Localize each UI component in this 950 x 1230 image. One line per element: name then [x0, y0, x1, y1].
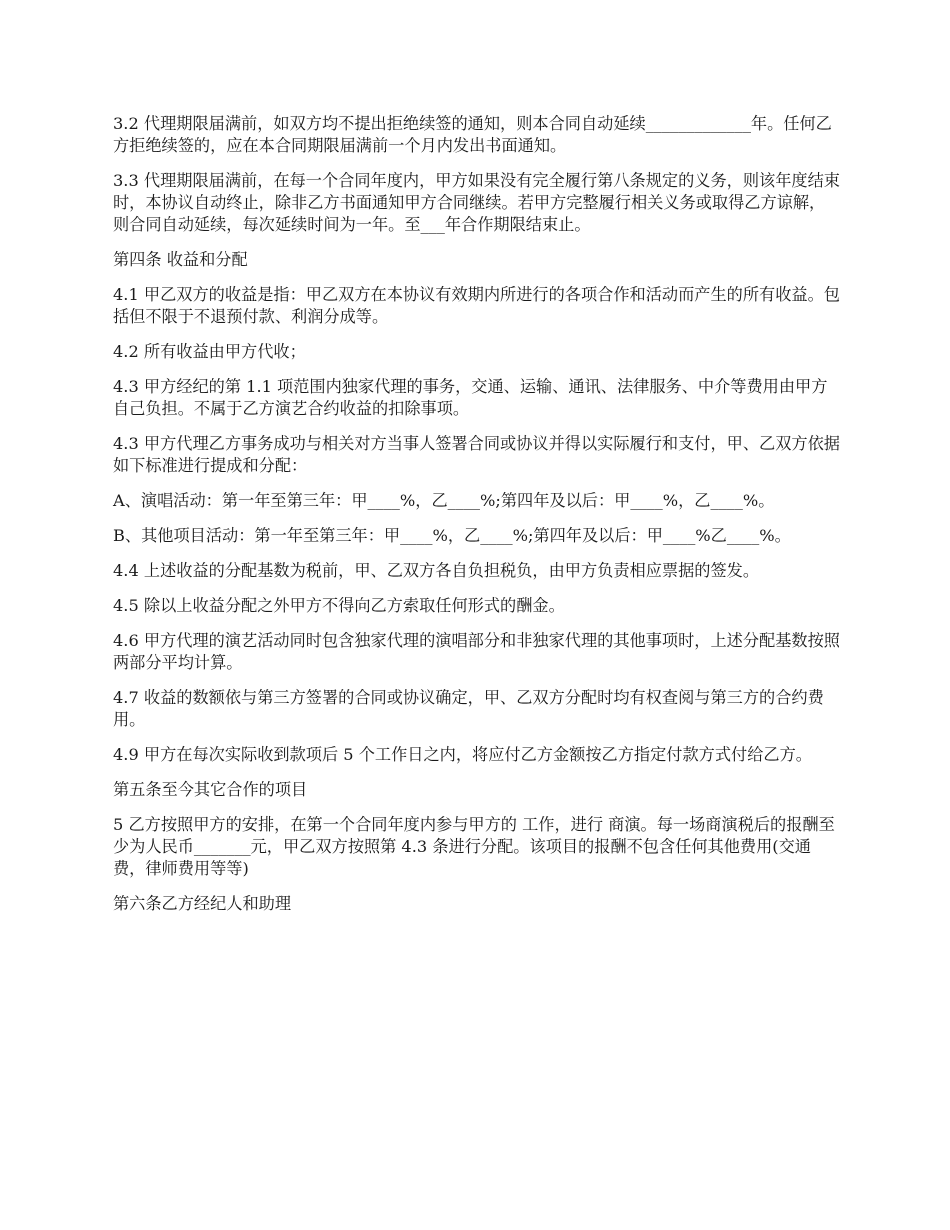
article-5-heading: 第五条至今其它合作的项目	[113, 780, 308, 799]
document-body	[113, 113, 841, 928]
clause-4-4: 4.4 上述收益的分配基数为税前，甲、乙双方各自负担税负，由甲方负责相应票据的签发。	[113, 561, 760, 580]
article-6-heading: 第六条乙方经纪人和助理	[113, 894, 292, 913]
clause-4-5: 4.5 除以上收益分配之外甲方不得向乙方索取任何形式的酬金。	[113, 596, 565, 615]
clause-5: 5 乙方按照甲方的安排，在第一个合同年度内参与甲方的 工作，进行 商演。每一场商演税后的报酬至少为人民币_______元，甲乙双方按照第 4.3 条进行分配。该项目的报酬不包含任何其他费用(交通费，律师费用等等)	[113, 815, 835, 878]
clause-4-9: 4.9 甲方在每次实际收到款项后 5 个工作日之内，将应付乙方金额按乙方指定付款方式付给乙方。	[113, 745, 812, 764]
clause-4-7: 4.7 收益的数额依与第三方签署的合同或协议确定，甲、乙双方分配时均有权查阅与第三方的合约费用。	[113, 688, 824, 729]
clause-4-3-distribution: 4.3 甲方代理乙方事务成功与相关对方当事人签署合同或协议并得以实际履行和支付，甲、乙双方依据如下标准进行提成和分配：	[113, 434, 840, 475]
clause-3-3: 3.3 代理期限届满前，在每一个合同年度内，甲方如果没有完全履行第八条规定的义务，则该年度结束时，本协议自动终止，除非乙方书面通知甲方合同继续。若甲方完整履行相关义务或取得乙方谅解，则合同自动延续，每次延续时间为一年。至___年合作期限结束止。	[113, 171, 840, 234]
article-4-heading: 第四条 收益和分配	[113, 250, 248, 269]
item-a-singing: A、演唱活动：第一年至第三年：甲____%，乙____%;第四年及以后：甲____%，乙____%。	[113, 491, 775, 510]
clause-4-6: 4.6 甲方代理的演艺活动同时包含独家代理的演唱部分和非独家代理的其他事项时，上述分配基数按照两部分平均计算。	[113, 631, 840, 672]
clause-4-1: 4.1 甲乙双方的收益是指：甲乙双方在本协议有效期内所进行的各项合作和活动而产生的所有收益。包括但不限于不退预付款、利润分成等。	[113, 285, 840, 326]
clause-4-2: 4.2 所有收益由甲方代收；	[113, 342, 306, 361]
item-b-other: B、其他项目活动：第一年至第三年：甲____%，乙____%;第四年及以后：甲____%乙____%。	[113, 526, 791, 545]
clause-3-2: 3.2 代理期限届满前，如双方均不提出拒绝续签的通知，则本合同自动延续_____________年。任何乙方拒绝续签的，应在本合同期限届满前一个月内发出书面通知。	[113, 114, 832, 155]
clause-4-3-expenses: 4.3 甲方经纪的第 1.1 项范围内独家代理的事务，交通、运输、通讯、法律服务、中介等费用由甲方自己负担。不属于乙方演艺合约收益的扣除事项。	[113, 377, 828, 418]
